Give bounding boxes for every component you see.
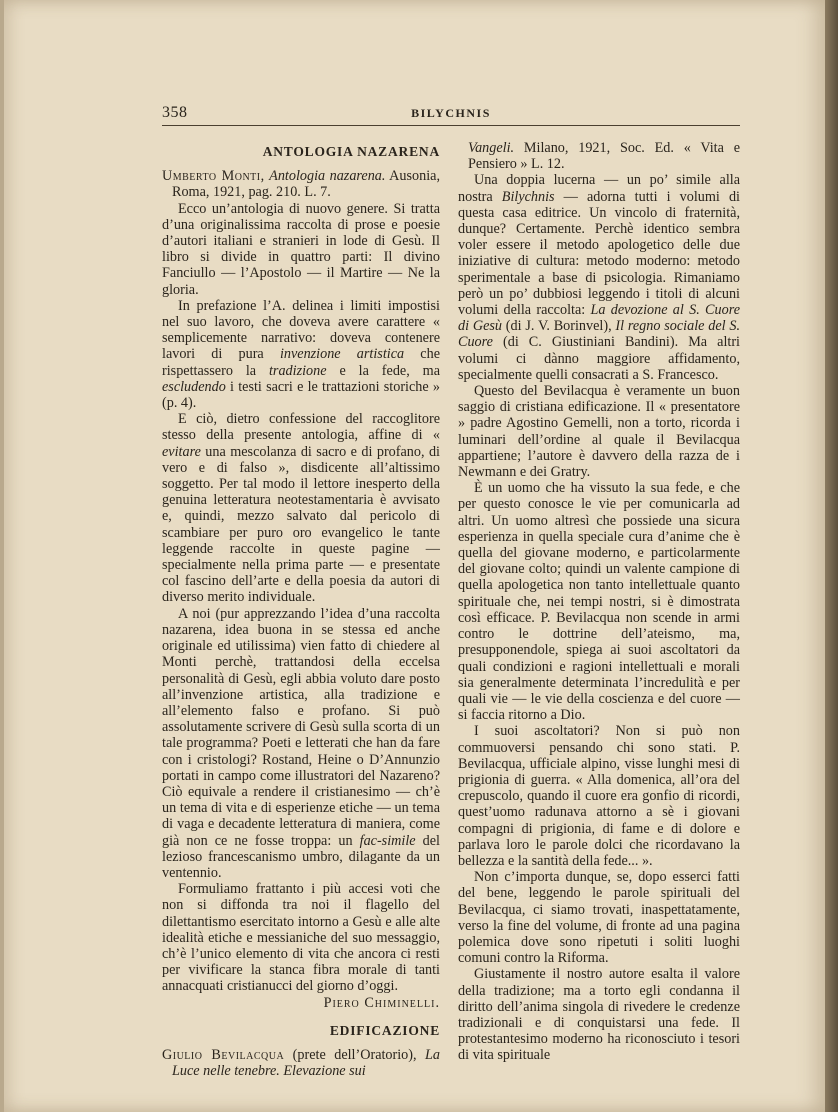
- paragraph: Giustamente il nostro autore esalta il valore della tradizione; ma a torto egli condanna il diritto dell’anima singola di rivedere le credenze tradizionali e di conquistarsi una fede. Il protestantesimo moderno ha riconosciuto i tesori di vita spirituale: [458, 966, 740, 1064]
- paragraph: A noi (pur apprezzando l’idea d’una raccolta nazarena, idea buona in se stessa ed anche originale ed utilissima) vien fatto di chiedere al Monti perchè, trattandosi della eccelsa personalità di Gesù, egli abbia voluto dare posto all’invenzione artistica, alla tradizione e all’elemento falso e profano. Si può assolutamente scrivere di Gesù sulla scorta di un tale programma? Poeti e letterati che han da fare con i cristologi? Rostand, Heine o D’Annunzio portati in campo come illustratori del Nazareno? Ciò equivale a rendere il cristianesimo — ch’è un tema di vita e di esperienze etiche — un tema di vaga e decadente letteratura di maniera, come già non ce ne fosse troppa: un fac-simile del lezioso francescanismo umbro, dilagante da un ventennio.: [162, 605, 440, 881]
- paragraph: Una doppia lucerna — un po’ simile alla nostra Bilychnis — adorna tutti i volumi di questa casa editrice. Un vincolo di fraternità, dunque? Certamente. Perchè identico sembra voler essere il metodo apologetico delle due iniziative di cultura: metodo moderno: metodo sperimentale a base di psicologia. Rimaniamo però un po’ dubbiosi leggendo i titoli di alcuni volumi della raccolta: La devozione al S. Cuore di Gesù (di J. V. Borinvel), Il regno sociale del S. Cuore (di C. Giustiniani Bandini). Ma altri volumi ci dànno maggiore affidamento, specialmente quelli consacrati a S. Francesco.: [458, 172, 740, 383]
- section-title-antologia: ANTOLOGIA NAZARENA: [262, 144, 440, 159]
- page-number: 358: [162, 104, 188, 121]
- paragraph: Questo del Bevilacqua è veramente un buon saggio di cristiana edificazione. Il « presentatore » padre Agostino Gemelli, non a torto, ricorda i luminari dell’ordine al quale il Bevilacqua appartiene; l’autore è davvero della razza de i Newmann e dei Gratry.: [458, 383, 740, 481]
- paragraph: Ecco un’antologia di nuovo genere. Si tratta d’una originalissima raccolta di prose e poesie d’autori italiani e stranieri in lode di Gesù. Il libro si divide in quattro parti: Il divino Fanciullo — l’Apostolo — il Martire — Ne la gloria.: [162, 200, 440, 298]
- review-author: Giulio Bevilacqua: [162, 1046, 285, 1063]
- page-edge: [825, 0, 838, 1112]
- header-rule: [162, 125, 740, 126]
- paragraph: Non c’importa dunque, se, dopo esserci fatti del bene, leggendo le parole spirituali del Bevilacqua, ci siamo trovati, inaspettatamente, verso la fine del volume, di fronte ad una pagina polemica dove sono ripetuti i soliti luoghi comuni contro la Riforma.: [458, 869, 740, 967]
- paragraph: È un uomo che ha vissuto la sua fede, e che per questo conosce le vie per comunicarla ad altri. Un uomo altresì che possiede una sicura esperienza in quella speciale cura d’anime che è quella del giovane moderno, e particolarmente del giovane colto; quindi un valente campione di quella apologetica non tanto intellettuale quanto spirituale che, nei tempi nostri, si è dimostrata così efficace. P. Bevilacqua non scende in armi contro le dottrine dell’ateismo, ma, presupponendole, spiega ai suoi ascoltatori da quali condizioni e ragioni intellettuali e morali sia generalmente determinata l’incredulità e per quali vie — le vie della coscienza e del cuore — si faccia ritorno a Dio.: [458, 480, 740, 724]
- section-title-edificazione: EDIFICAZIONE: [329, 1022, 440, 1038]
- book-imprint: Ausonia, Roma, 1921, pag. 210. L. 7.: [172, 168, 441, 201]
- paragraph: In prefazione l’A. delinea i limiti impostisi nel suo lavoro, che doveva avere carattere « semplicemente narrativo: doveva contenere lavori di pura invenzione artistica che rispettassero la tradizione e la fede, ma escludendo i testi sacri e le trattazioni storiche » (p. 4).: [162, 297, 441, 412]
- paragraph: Formuliamo frattanto i più accesi voti che non si diffonda tra noi il flagello del dilettantismo esercitato intorno a Gesù e alle alte idealità etiche e messianiche del suo messaggio, ch’è l’unico elemento di vita che ancora ci resti per vivificare la stanca fibra morale di tanti annacquati cristianucci del giorno d’oggi.: [162, 881, 440, 995]
- book-title: Antologia nazarena.: [269, 168, 386, 185]
- right-column: [458, 140, 740, 1064]
- review-signature: Piero Chiminelli.: [323, 994, 440, 1011]
- bibliographic-entry: [162, 168, 440, 200]
- running-title: BILYCHNIS: [411, 106, 491, 120]
- journal-page: [4, 0, 825, 1112]
- bibliographic-entry-continued: Vangeli. Milano, 1921, Soc. Ed. « Vita e Pensiero » L. 12.: [468, 140, 740, 173]
- page-header: [162, 104, 740, 126]
- paragraph: I suoi ascoltatori? Non si può non commuoversi pensando chi sono stati. P. Bevilacqua, ufficiale alpino, visse lunghi mesi di prigionia di guerra. « Alla domenica, all’ora del crepuscolo, quando il cuore era gonfio di ricordi, quest’uomo radunava attorno a sè i giovani compagni di prigionia, di fame e di dolore e parlava loro le parole dolci che ricordavano la bellezza e la santità della fede... ».: [458, 723, 740, 869]
- bibliographic-entry: Giulio Bevilacqua (prete dell’Oratorio), La Luce nelle tenebre. Elevazione sui: [162, 1046, 440, 1080]
- left-column: [162, 140, 440, 1079]
- paragraph: E ciò, dietro confessione del raccoglitore stesso della presente antologia, affine di « evitare una mescolanza di sacro e di profano, di vero e di falso », disdicente all’altissimo soggetto. Per tal modo il lettore inesperto della genuina letteratura neotestamentaria è avvisato e, quindi, mezzo salvato dal pericolo di scambiare per puro oro evangelico le tante leggende raccolte in queste pagine — specialmente nella prima parte — e presentate col fascino dell’arte e della poesia da autori di diverso merito individuale.: [162, 411, 440, 606]
- review-author: Umberto Monti,: [162, 168, 265, 185]
- book-title: La Luce nelle tenebre. Elevazione sui: [172, 1046, 440, 1080]
